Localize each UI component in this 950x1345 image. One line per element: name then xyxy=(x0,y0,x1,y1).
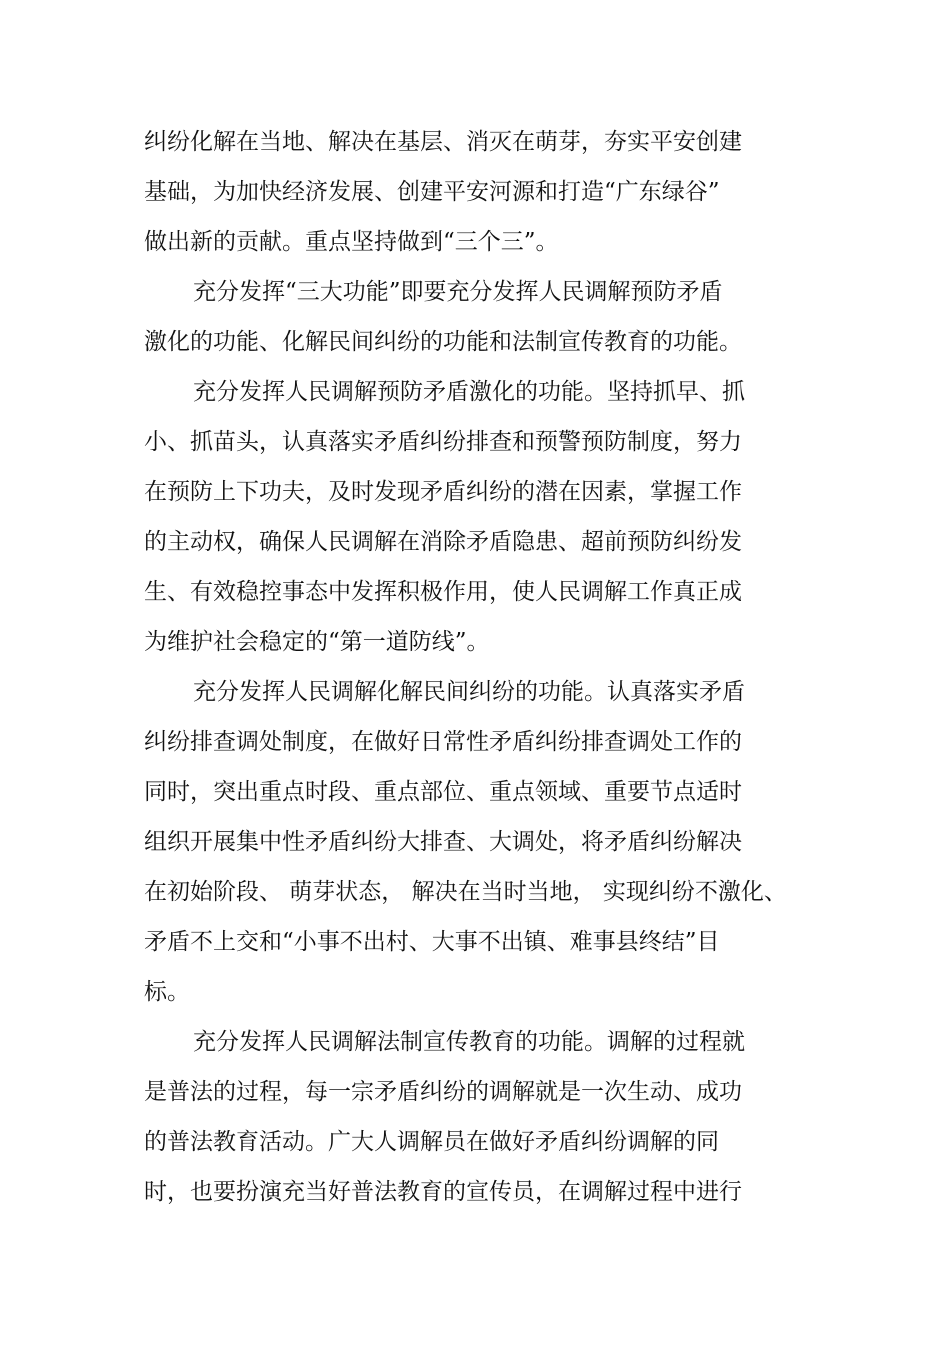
text-line: 在预防上下功夫，及时发现矛盾纠纷的潜在因素，掌握工作 xyxy=(144,479,742,505)
paragraph-first-line: 充分发挥人民调解预防矛盾激化的功能。坚持抓早、抓 xyxy=(193,379,745,405)
text-line: 做出新的贡献。重点坚持做到“三个三”。 xyxy=(144,229,559,255)
text-line: 纠纷排查调处制度，在做好日常性矛盾纠纷排查调处工作的 xyxy=(144,729,742,755)
text-line: 同时，突出重点时段、重点部位、重点领域、重要节点适时 xyxy=(144,779,742,805)
text-line: 矛盾不上交和“小事不出村、大事不出镇、难事县终结”目 xyxy=(144,929,720,955)
text-line: 为维护社会稳定的“第一道防线”。 xyxy=(144,629,490,655)
text-line: 生、有效稳控事态中发挥积极作用，使人民调解工作真正成 xyxy=(144,579,742,605)
paragraph-first-line: 充分发挥人民调解化解民间纠纷的功能。认真落实矛盾 xyxy=(193,679,745,705)
text-line: 是普法的过程，每一宗矛盾纠纷的调解就是一次生动、成功 xyxy=(144,1079,742,1105)
text-line: 激化的功能、化解民间纠纷的功能和法制宣传教育的功能。 xyxy=(144,329,742,355)
paragraph-first-line: 充分发挥人民调解法制宣传教育的功能。调解的过程就 xyxy=(193,1029,745,1055)
text-line: 基础，为加快经济发展、创建平安河源和打造“广东绿谷” xyxy=(144,179,720,205)
text-line: 的普法教育活动。广大人调解员在做好矛盾纠纷调解的同 xyxy=(144,1129,719,1155)
text-line: 组织开展集中性矛盾纠纷大排查、大调处，将矛盾纠纷解决 xyxy=(144,829,742,855)
text-line: 时，也要扮演充当好普法教育的宣传员，在调解过程中进行 xyxy=(144,1179,742,1205)
text-line: 在初始阶段、 萌芽状态， 解决在当时当地， 实现纠纷不激化、 xyxy=(144,879,787,905)
text-line: 的主动权，确保人民调解在消除矛盾隐患、超前预防纠纷发 xyxy=(144,529,742,555)
text-line: 标。 xyxy=(144,979,190,1005)
text-line: 纠纷化解在当地、解决在基层、消灭在萌芽，夯实平安创建 xyxy=(144,129,742,155)
text-line: 小、抓苗头，认真落实矛盾纠纷排查和预警预防制度，努力 xyxy=(144,429,742,455)
paragraph-first-line: 充分发挥“三大功能”即要充分发挥人民调解预防矛盾 xyxy=(193,279,723,305)
